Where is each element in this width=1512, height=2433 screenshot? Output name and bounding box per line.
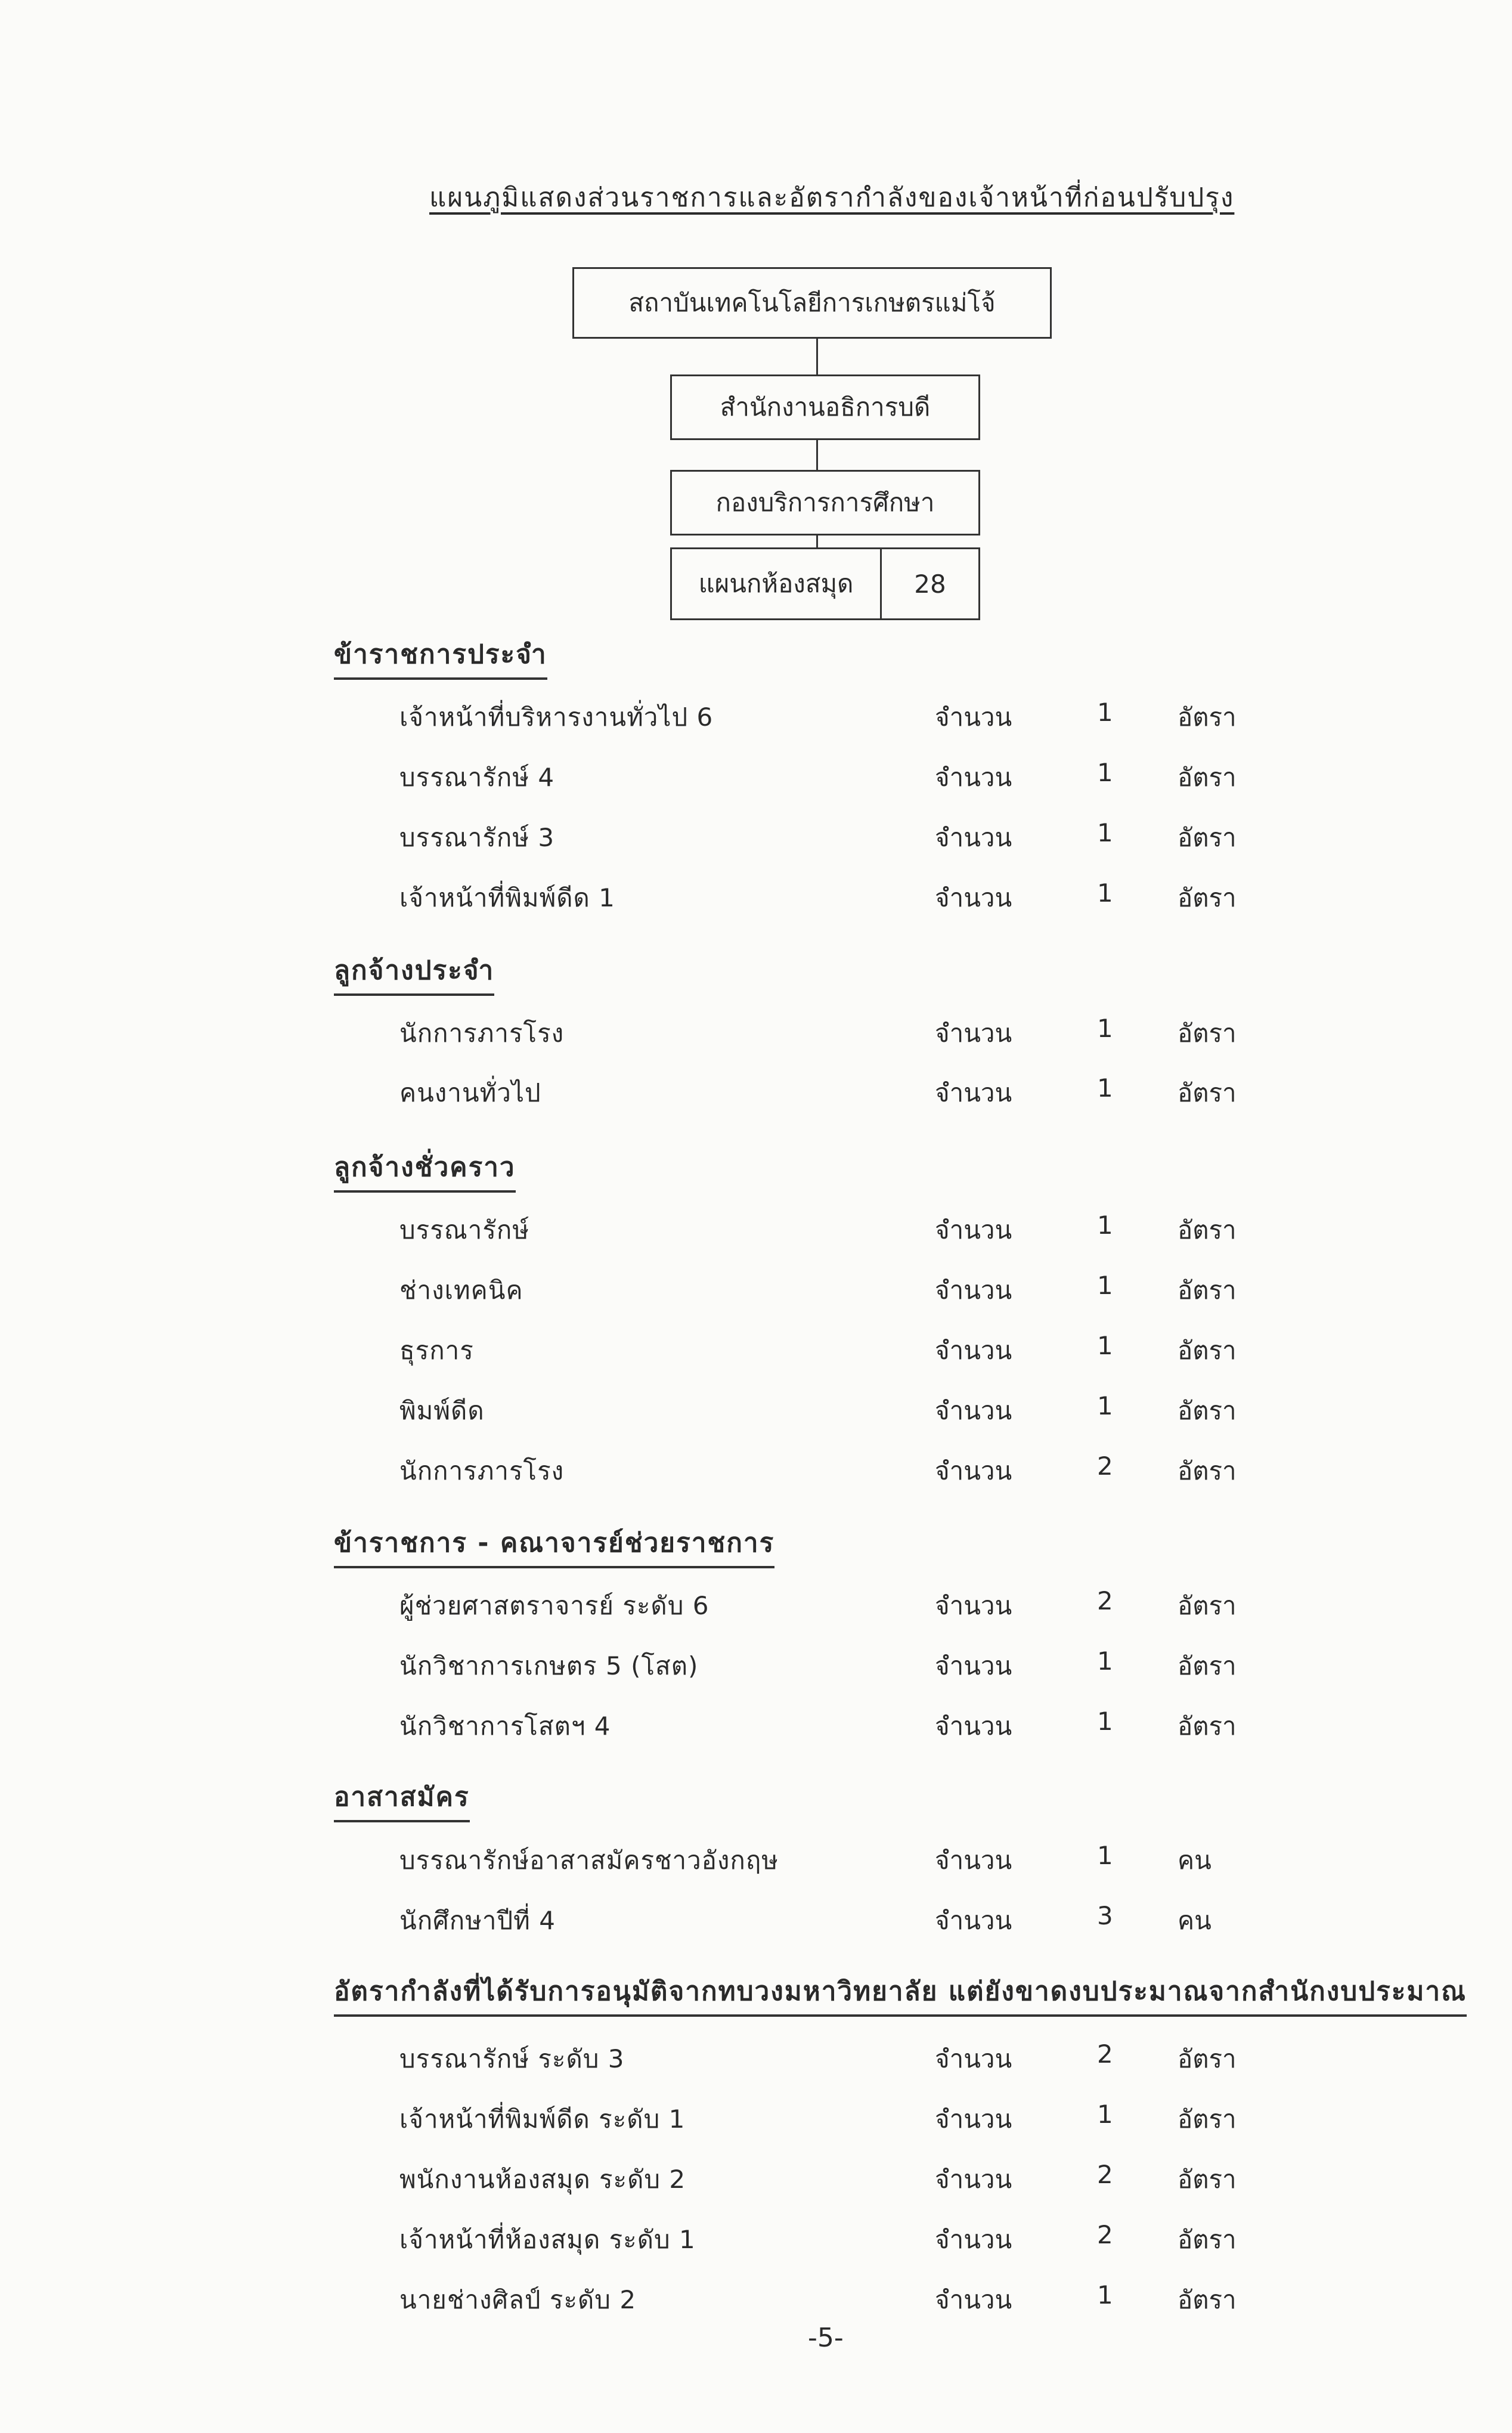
- count-value: 2: [1097, 2160, 1113, 2189]
- org-box-institute: สถาบันเทคโนโลยีการเกษตรแม่โจ้: [572, 267, 1052, 339]
- position-name: พนักงานห้องสมุด ระดับ 2: [399, 2165, 686, 2194]
- position-name: เจ้าหน้าที่บริหารงานทั่วไป 6: [399, 702, 714, 732]
- position-name: นักวิชาการเกษตร 5 (โสต): [399, 1651, 699, 1680]
- count-value: 1: [1097, 1841, 1113, 1870]
- staff-row: [0, 698, 1512, 733]
- count-label: จำนวน: [935, 1906, 1012, 1935]
- count-unit: อัตรา: [1178, 2044, 1237, 2073]
- count-unit: อัตรา: [1178, 2104, 1237, 2134]
- staff-row: [0, 878, 1512, 914]
- count-label: จำนวน: [935, 2044, 1012, 2073]
- count-unit: อัตรา: [1178, 1711, 1237, 1741]
- staff-row: [0, 2160, 1512, 2196]
- staff-row: [0, 818, 1512, 854]
- count-unit: อัตรา: [1178, 1215, 1237, 1245]
- count-label: จำนวน: [935, 1846, 1012, 1875]
- count-label: จำนวน: [935, 763, 1012, 792]
- section-heading: ลูกจ้างประจำ: [334, 949, 494, 996]
- count-value: 1: [1097, 818, 1113, 847]
- count-label: จำนวน: [935, 1078, 1012, 1107]
- count-label: จำนวน: [935, 1591, 1012, 1620]
- count-unit: อัตรา: [1178, 1456, 1237, 1485]
- count-value: 1: [1097, 2100, 1113, 2129]
- position-name: บรรณารักษ์: [399, 1215, 529, 1245]
- position-name: เจ้าหน้าที่พิมพ์ดีด 1: [399, 883, 615, 912]
- count-unit: คน: [1178, 1846, 1212, 1875]
- count-label: จำนวน: [935, 1396, 1012, 1425]
- count-label: จำนวน: [935, 2225, 1012, 2254]
- section-heading: อัตรากำลังที่ได้รับการอนุมัติจากทบวงมหาวิทยาลัย แต่ยังขาดงบประมาณจากสำนักงบประมาณ: [334, 1970, 1467, 2017]
- position-name: นักการภารโรง: [399, 1456, 565, 1485]
- count-unit: อัตรา: [1178, 702, 1237, 732]
- staff-row: [0, 1707, 1512, 1742]
- count-value: 1: [1097, 758, 1113, 787]
- count-value: 1: [1097, 2280, 1113, 2310]
- count-label: จำนวน: [935, 2104, 1012, 2134]
- page-title: แผนภูมิแสดงส่วนราชการและอัตรากำลังของเจ้าหน้าที่ก่อนปรับปรุง: [429, 182, 1235, 213]
- count-value: 2: [1097, 2220, 1113, 2249]
- count-unit: อัตรา: [1178, 1019, 1237, 1048]
- count-value: 1: [1097, 1271, 1113, 1300]
- count-value: 2: [1097, 2039, 1113, 2069]
- staff-row: [0, 1331, 1512, 1367]
- position-name: นักศึกษาปีที่ 4: [399, 1906, 556, 1935]
- position-name: นักวิชาการโสตฯ 4: [399, 1711, 611, 1741]
- count-label: จำนวน: [935, 1215, 1012, 1245]
- count-unit: คน: [1178, 1906, 1212, 1935]
- org-box-library: [670, 547, 980, 620]
- count-label: จำนวน: [935, 1019, 1012, 1048]
- position-name: เจ้าหน้าที่ห้องสมุด ระดับ 1: [399, 2225, 696, 2254]
- org-connector: [816, 440, 818, 470]
- count-value: 1: [1097, 1073, 1113, 1103]
- count-value: 2: [1097, 1451, 1113, 1481]
- count-label: จำนวน: [935, 702, 1012, 732]
- count-value: 1: [1097, 698, 1113, 727]
- position-name: เจ้าหน้าที่พิมพ์ดีด ระดับ 1: [399, 2104, 686, 2134]
- count-unit: อัตรา: [1178, 823, 1237, 852]
- count-value: 2: [1097, 1586, 1113, 1615]
- section-heading: ลูกจ้างชั่วคราว: [334, 1146, 516, 1193]
- section-heading: อาสาสมัคร: [334, 1776, 470, 1822]
- count-label: จำนวน: [935, 1651, 1012, 1680]
- count-value: 1: [1097, 1331, 1113, 1360]
- library-dept-name: แผนกห้องสมุด: [672, 549, 882, 618]
- count-value: 3: [1097, 1901, 1113, 1930]
- count-value: 1: [1097, 878, 1113, 908]
- org-connector: [816, 339, 818, 374]
- staff-row: [0, 1586, 1512, 1622]
- position-name: บรรณารักษ์ 4: [399, 763, 555, 792]
- position-name: คนงานทั่วไป: [399, 1078, 541, 1107]
- count-unit: อัตรา: [1178, 1078, 1237, 1107]
- count-value: 1: [1097, 1211, 1113, 1240]
- position-name: บรรณารักษ์อาสาสมัครชาวอังกฤษ: [399, 1846, 779, 1875]
- staff-row: [0, 1391, 1512, 1427]
- staff-row: [0, 1211, 1512, 1246]
- position-name: บรรณารักษ์ ระดับ 3: [399, 2044, 625, 2073]
- org-box-president-office: สำนักงานอธิการบดี: [670, 374, 980, 440]
- position-name: ผู้ช่วยศาสตราจารย์ ระดับ 6: [399, 1591, 709, 1620]
- count-unit: อัตรา: [1178, 1651, 1237, 1680]
- staff-row: [0, 1901, 1512, 1937]
- position-name: พิมพ์ดีด: [399, 1396, 485, 1425]
- position-name: ธุรการ: [399, 1336, 474, 1365]
- count-unit: อัตรา: [1178, 1591, 1237, 1620]
- staff-row: [0, 758, 1512, 794]
- staff-row: [0, 2220, 1512, 2256]
- count-unit: อัตรา: [1178, 1336, 1237, 1365]
- org-box-education-services: กองบริการการศึกษา: [670, 470, 980, 535]
- count-value: 1: [1097, 1014, 1113, 1043]
- position-name: ช่างเทคนิค: [399, 1276, 523, 1305]
- org-connector: [816, 535, 818, 547]
- count-value: 1: [1097, 1391, 1113, 1420]
- staff-row: [0, 2100, 1512, 2135]
- staff-row: [0, 1646, 1512, 1682]
- count-label: จำนวน: [935, 2285, 1012, 2314]
- count-label: จำนวน: [935, 823, 1012, 852]
- position-name: นักการภารโรง: [399, 1019, 565, 1048]
- section-heading: ข้าราชการ - คณาจารย์ช่วยราชการ: [334, 1522, 774, 1568]
- library-staff-total: 28: [914, 569, 946, 599]
- count-unit: อัตรา: [1178, 2285, 1237, 2314]
- count-label: จำนวน: [935, 1276, 1012, 1305]
- count-value: 1: [1097, 1707, 1113, 1736]
- staff-row: [0, 2280, 1512, 2316]
- count-label: จำนวน: [935, 1711, 1012, 1741]
- count-unit: อัตรา: [1178, 763, 1237, 792]
- count-unit: อัตรา: [1178, 1276, 1237, 1305]
- staff-row: [0, 1073, 1512, 1109]
- staff-row: [0, 2039, 1512, 2075]
- page-number: -5-: [808, 2323, 844, 2353]
- count-label: จำนวน: [935, 2165, 1012, 2194]
- count-label: จำนวน: [935, 1456, 1012, 1485]
- count-unit: อัตรา: [1178, 2165, 1237, 2194]
- staff-row: [0, 1451, 1512, 1487]
- staff-row: [0, 1014, 1512, 1050]
- count-unit: อัตรา: [1178, 2225, 1237, 2254]
- count-label: จำนวน: [935, 883, 1012, 912]
- position-name: นายช่างศิลป์ ระดับ 2: [399, 2285, 637, 2314]
- staff-row: [0, 1841, 1512, 1877]
- staff-row: [0, 1271, 1512, 1307]
- count-label: จำนวน: [935, 1336, 1012, 1365]
- count-unit: อัตรา: [1178, 883, 1237, 912]
- count-unit: อัตรา: [1178, 1396, 1237, 1425]
- position-name: บรรณารักษ์ 3: [399, 823, 555, 852]
- section-heading: ข้าราชการประจำ: [334, 633, 547, 680]
- count-value: 1: [1097, 1646, 1113, 1676]
